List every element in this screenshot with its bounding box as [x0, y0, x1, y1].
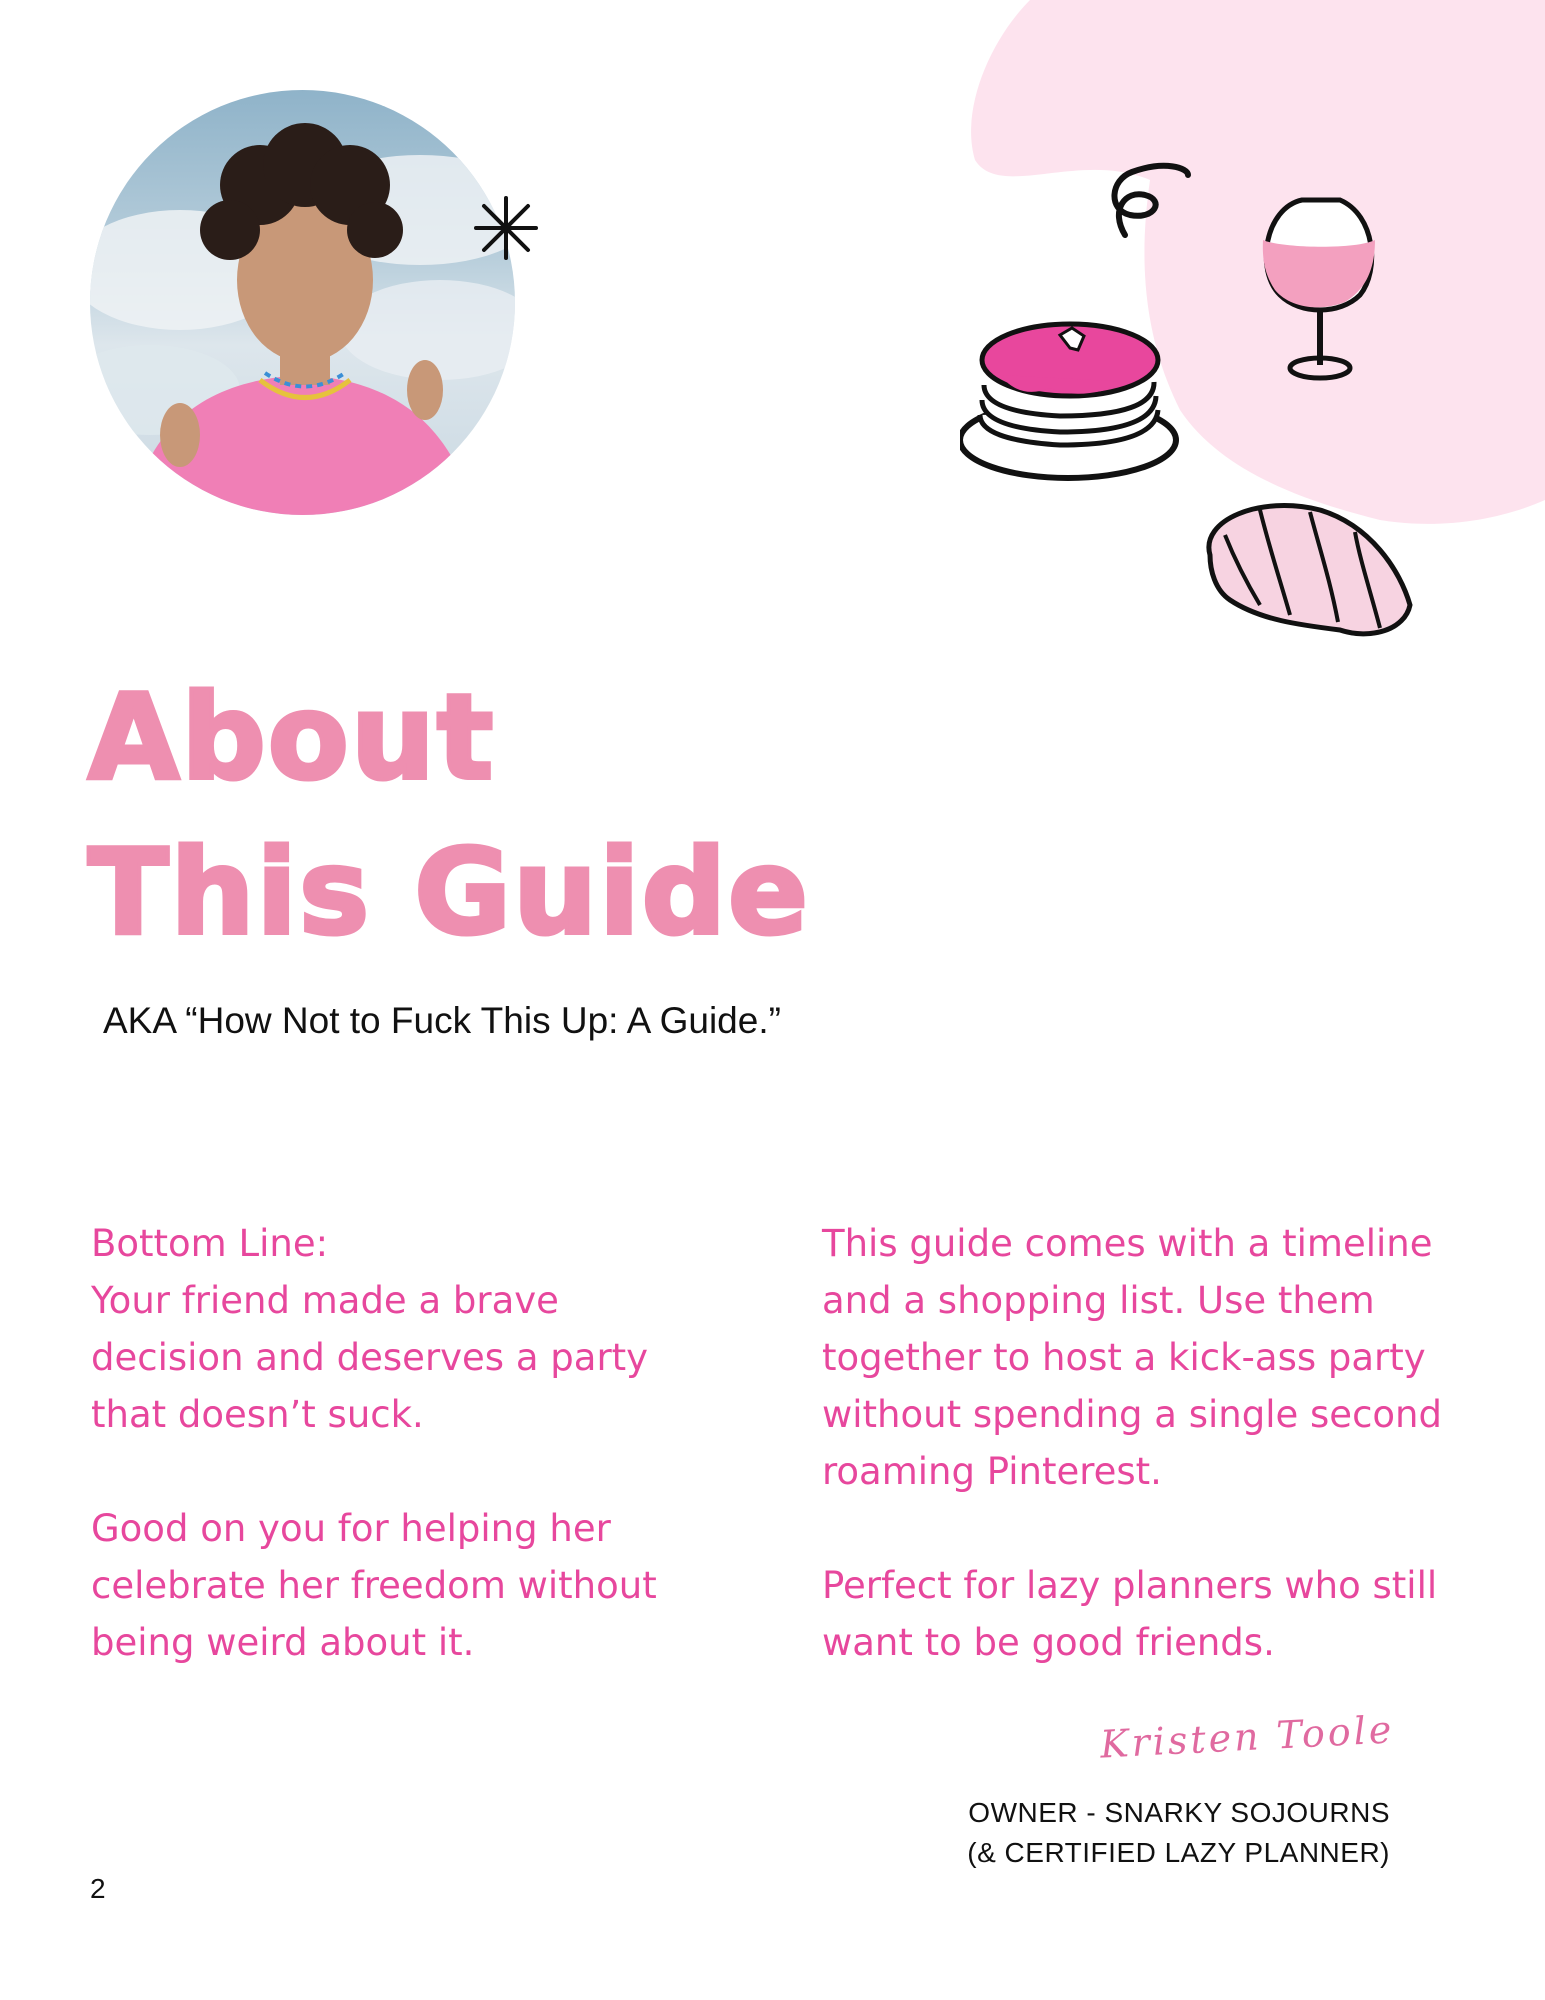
page-title [88, 660, 810, 970]
right-column [822, 1215, 1502, 1728]
croissant-icon [1209, 506, 1410, 634]
left-paragraph-2: Good on you for helping her celebrate her freedom without being weird about it. [91, 1507, 657, 1664]
pancakes-icon [960, 324, 1176, 478]
subtitle: AKA “How Not to Fuck This Up: A Guide.” [103, 1000, 781, 1041]
bottom-line-text: Your friend made a brave decision and deserves a party that doesn’t suck. [91, 1279, 649, 1436]
page-number: 2 [90, 1873, 106, 1904]
owner-line-1: OWNER - SNARKY SOJOURNS [968, 1797, 1390, 1828]
signature: Kristen Toole [1099, 1707, 1396, 1767]
owner-credit [967, 1793, 1390, 1873]
swirl-icon [1114, 166, 1188, 235]
title-line-1: About [88, 668, 496, 806]
sparkle-icon [470, 192, 542, 264]
wine-glass-icon [1263, 200, 1375, 378]
right-paragraph-1: This guide comes with a timeline and a shopping list. Use them together to host a kick-ass party without spending a single second roaming Pinterest. [822, 1222, 1442, 1493]
bottom-line-label: Bottom Line: [91, 1222, 329, 1265]
title-line-2: This Guide [88, 823, 811, 961]
profile-photo [90, 90, 515, 515]
left-paragraph-1 [91, 1215, 711, 1443]
owner-line-2: (& CERTIFIED LAZY PLANNER) [967, 1837, 1390, 1868]
right-paragraph-2: Perfect for lazy planners who still want to be good friends. [822, 1564, 1438, 1664]
food-doodles [960, 160, 1440, 680]
left-column [91, 1215, 711, 1728]
